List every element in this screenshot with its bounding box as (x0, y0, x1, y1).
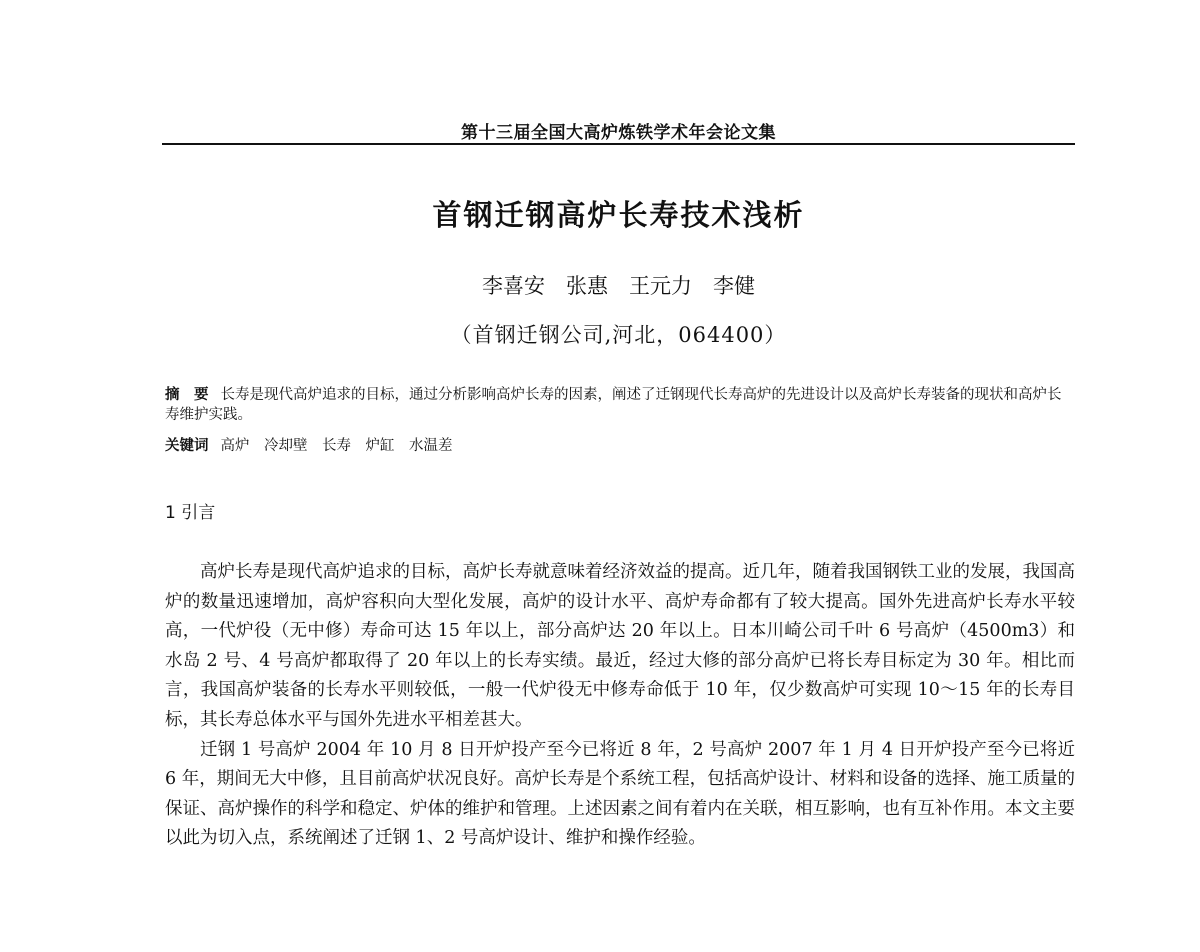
body-paragraph: 高炉长寿是现代高炉追求的目标，高炉长寿就意味着经济效益的提高。近几年，随着我国钢铁工业的发展，我国高炉的数量迅速增加，高炉容积向大型化发展，高炉的设计水平、高炉寿命都有了较大提高。国外先进高炉长寿水平较高，一代炉役（无中修）寿命可达 15 年以上，部分高炉达 20 年以上。日本川崎公司千叶 6 号高炉（4500m3）和水岛 2 号、4 号高炉都取得了 20 年以上的长寿实绩。最近，经过大修的部分高炉已将长寿目标定为 30 年。相比而言，我国高炉装备的长寿水平则较低，一般一代炉役无中修寿命低于 10 年，仅少数高炉可实现 10～15 年的长寿目标，其长寿总体水平与国外先进水平相差甚大。 (165, 562, 1075, 730)
header-rule (162, 143, 1075, 145)
body-paragraph: 迁钢 1 号高炉 2004 年 10 月 8 日开炉投产至今已将近 8 年，2 号高炉 2007 年 1 月 4 日开炉投产至今已将近 6 年，期间无大中修，且目前高炉状况良好。高炉长寿是个系统工程，包括高炉设计、材料和设备的选择、施工质量的保证、高炉操作的科学和稳定、炉体的维护和管理。上述因素之间有着内在关联，相互影响，也有互补作用。本文主要以此为切入点，系统阐述了迁钢 1、2 号高炉设计、维护和操作经验。 (165, 739, 1075, 849)
authors: 李喜安 张惠 王元力 李健 (482, 274, 755, 298)
section-heading: 1 引言 (165, 503, 216, 523)
abstract (165, 385, 1075, 425)
keywords-text: 高炉 冷却壁 长寿 炉缸 水温差 (220, 438, 453, 454)
article-title: 首钢迁钢高炉长寿技术浅析 (432, 198, 805, 232)
keywords (165, 436, 1075, 456)
body-text (165, 558, 1075, 854)
keywords-label: 关键词 (165, 438, 209, 454)
abstract-label: 摘 要 (165, 387, 209, 403)
abstract-text: 长寿是现代高炉追求的目标，通过分析影响高炉长寿的因素，阐述了迁钢现代长寿高炉的先进设计以及高炉长寿装备的现状和高炉长寿维护实践。 (165, 387, 1062, 423)
affiliation: （首钢迁钢公司,河北，064400） (450, 323, 787, 347)
running-header: 第十三届全国大高炉炼铁学术年会论文集 (461, 123, 776, 143)
